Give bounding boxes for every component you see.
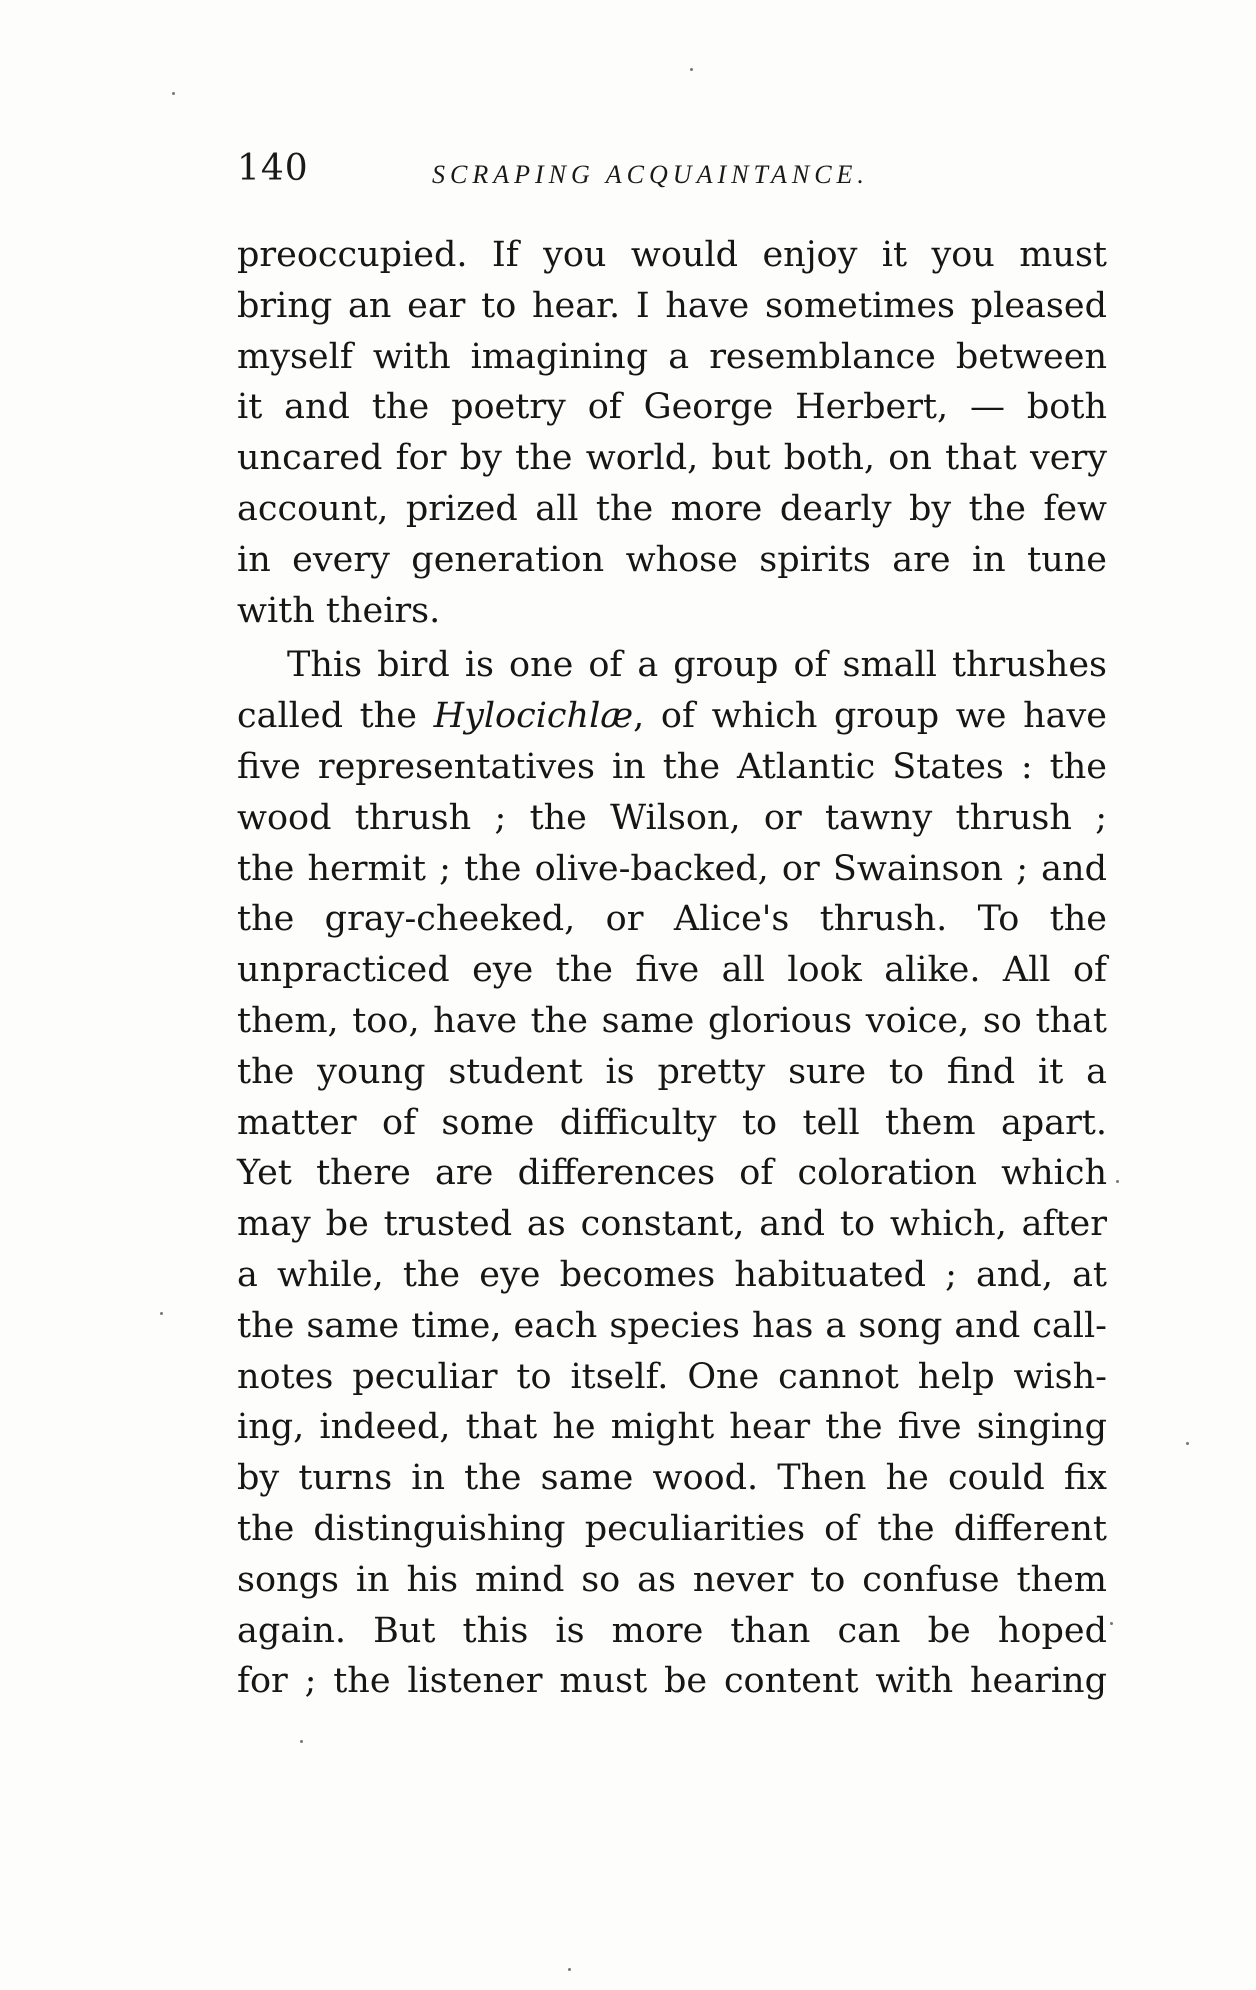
- text-fragment: , of which group we have: [633, 696, 1108, 737]
- text-line: account, prized all the more dearly by the few: [237, 488, 1107, 529]
- text-line: This bird is one of a group of small thrushes: [287, 645, 1107, 686]
- body-text: [237, 230, 1107, 1707]
- text-fragment: called the: [237, 696, 434, 737]
- text-line: a while, the eye becomes habituated ; and, at: [237, 1254, 1107, 1295]
- text-line: unpracticed eye the five all look alike. All of: [237, 950, 1107, 991]
- paper-speck: [1186, 1442, 1189, 1445]
- paper-speck: [300, 1740, 303, 1743]
- paper-speck: [160, 1312, 163, 1315]
- text-line: with theirs.: [237, 590, 441, 631]
- text-line: again. But this is more than can be hoped: [237, 1610, 1107, 1651]
- running-title: SCRAPING ACQUAINTANCE.: [432, 160, 869, 189]
- text-line: five representatives in the Atlantic States : the: [237, 746, 1107, 787]
- paper-speck: [172, 92, 175, 95]
- text-line: them, too, have the same glorious voice, so that: [237, 1000, 1107, 1041]
- text-line: myself with imagining a resemblance between: [237, 336, 1107, 377]
- text-line: Yet there are differences of coloration which: [237, 1153, 1107, 1194]
- text-line: preoccupied. If you would enjoy it you must: [237, 235, 1107, 275]
- text-line: the hermit ; the olive-backed, or Swainson ; and: [237, 848, 1107, 889]
- paper-speck: [690, 68, 693, 71]
- genus-name: Hylocichlæ: [433, 696, 634, 737]
- paper-speck: [568, 1968, 571, 1971]
- text-line: wood thrush ; the Wilson, or tawny thrush ;: [237, 797, 1107, 838]
- paper-speck: [1116, 1180, 1119, 1183]
- text-line: songs in his mind so as never to confuse them: [237, 1559, 1107, 1600]
- paragraph-1: [237, 230, 1107, 636]
- text-line: by turns in the same wood. Then he could fix: [237, 1458, 1107, 1499]
- paper-speck: [1110, 1622, 1113, 1625]
- paragraph-2: [237, 640, 1107, 1707]
- text-line: the young student is pretty sure to find it a: [237, 1051, 1107, 1092]
- text-line: it and the poetry of George Herbert, — both: [237, 387, 1107, 428]
- text-line: notes peculiar to itself. One cannot help wish-: [237, 1356, 1107, 1397]
- text-line: the same time, each species has a song and call-: [237, 1305, 1107, 1346]
- text-line: in every generation whose spirits are in tune: [237, 539, 1107, 580]
- page-number: 140: [237, 148, 309, 189]
- text-line: the distinguishing peculiarities of the different: [237, 1508, 1107, 1549]
- text-line: uncared for by the world, but both, on that very: [237, 438, 1107, 479]
- text-line: may be trusted as constant, and to which, after: [237, 1204, 1107, 1245]
- text-line: [237, 691, 1107, 742]
- text-line: the gray-cheeked, or Alice's thrush. To the: [237, 899, 1107, 940]
- text-line: matter of some difficulty to tell them apart.: [237, 1102, 1107, 1143]
- page-header: [237, 148, 1117, 198]
- text-line: bring an ear to hear. I have sometimes pleased: [237, 285, 1107, 326]
- text-line: ing, indeed, that he might hear the five singing: [237, 1407, 1107, 1448]
- text-line: for ; the listener must be content with hearing: [237, 1661, 1107, 1702]
